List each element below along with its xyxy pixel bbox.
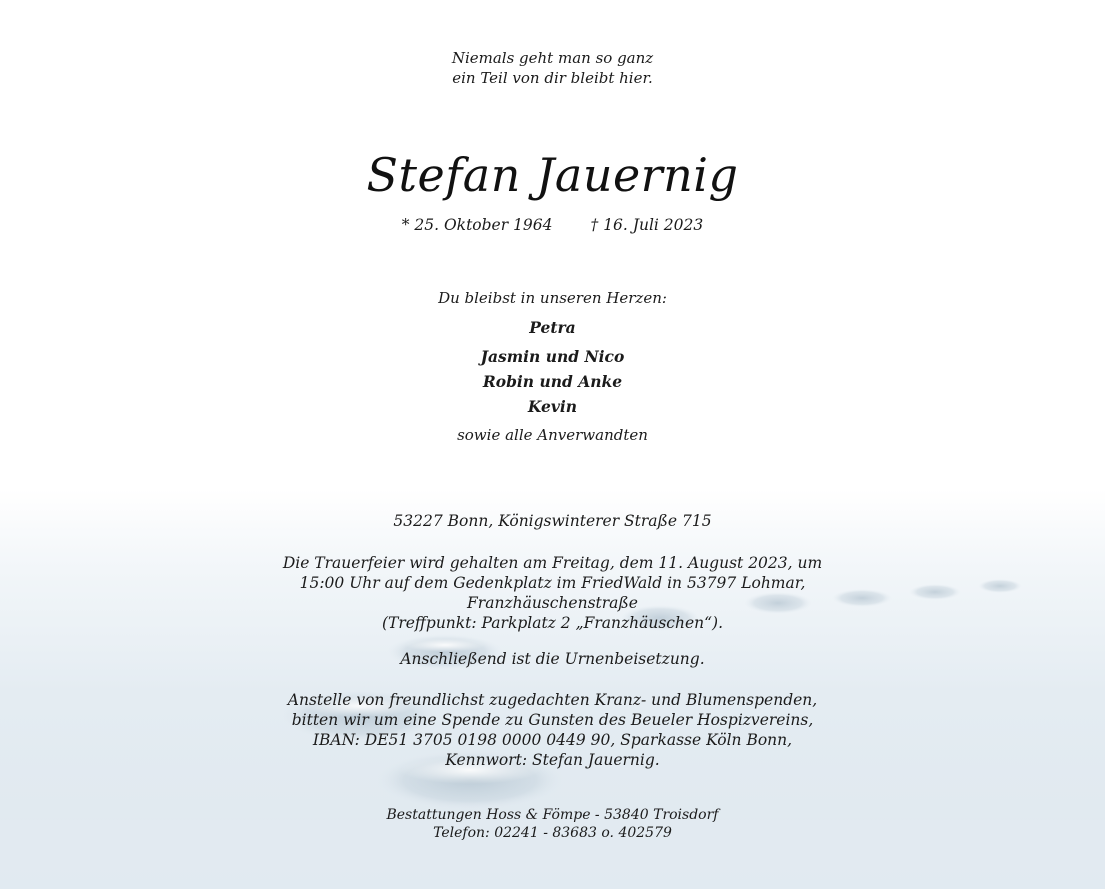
mourner-name: Jasmin und Nico xyxy=(480,347,625,366)
motto-line-2: ein Teil von dir bleibt hier. xyxy=(452,69,653,87)
mourners-outro: sowie alle Anverwandten xyxy=(457,426,648,444)
ceremony-line-2: 15:00 Uhr auf dem Gedenkplatz im FriedWald in 53797 Lohmar, xyxy=(299,574,806,592)
deceased-name: Stefan Jauernig xyxy=(366,148,739,202)
mourner-name: Robin und Anke xyxy=(482,372,623,391)
mourners-intro: Du bleibst in unseren Herzen: xyxy=(438,289,667,307)
mourner-name: Petra xyxy=(529,318,576,337)
birth-date: * 25. Oktober 1964 xyxy=(401,216,553,234)
undertaker-line-2: Telefon: 02241 - 83683 o. 402579 xyxy=(433,825,672,841)
undertaker-line-1: Bestattungen Hoss & Fömpe - 53840 Troisdorf xyxy=(386,807,719,823)
ceremony-line-3: Franzhäuschenstraße xyxy=(467,594,638,612)
address: 53227 Bonn, Königswinterer Straße 715 xyxy=(393,512,712,530)
burial-note: Anschließend ist die Urnenbeisetzung. xyxy=(400,650,705,668)
life-dates xyxy=(0,215,1105,235)
ceremony-line-4: (Treffpunkt: Parkplatz 2 „Franzhäuschen“). xyxy=(381,614,724,632)
motto-line-1: Niemals geht man so ganz xyxy=(451,49,654,67)
donation-line-3: IBAN: DE51 3705 0198 0000 0449 90, Sparkasse Köln Bonn, xyxy=(312,731,793,749)
donation-line-2: bitten wir um eine Spende zu Gunsten des Beueler Hospizvereins, xyxy=(291,711,814,729)
donation-line-4: Kennwort: Stefan Jauernig. xyxy=(445,751,660,769)
mourner-name: Kevin xyxy=(527,397,578,416)
ceremony-line-1: Die Trauerfeier wird gehalten am Freitag, dem 11. August 2023, um xyxy=(282,554,823,572)
donation-line-1: Anstelle von freundlichst zugedachten Kranz- und Blumenspenden, xyxy=(287,691,818,709)
death-date: † 16. Juli 2023 xyxy=(590,216,704,234)
